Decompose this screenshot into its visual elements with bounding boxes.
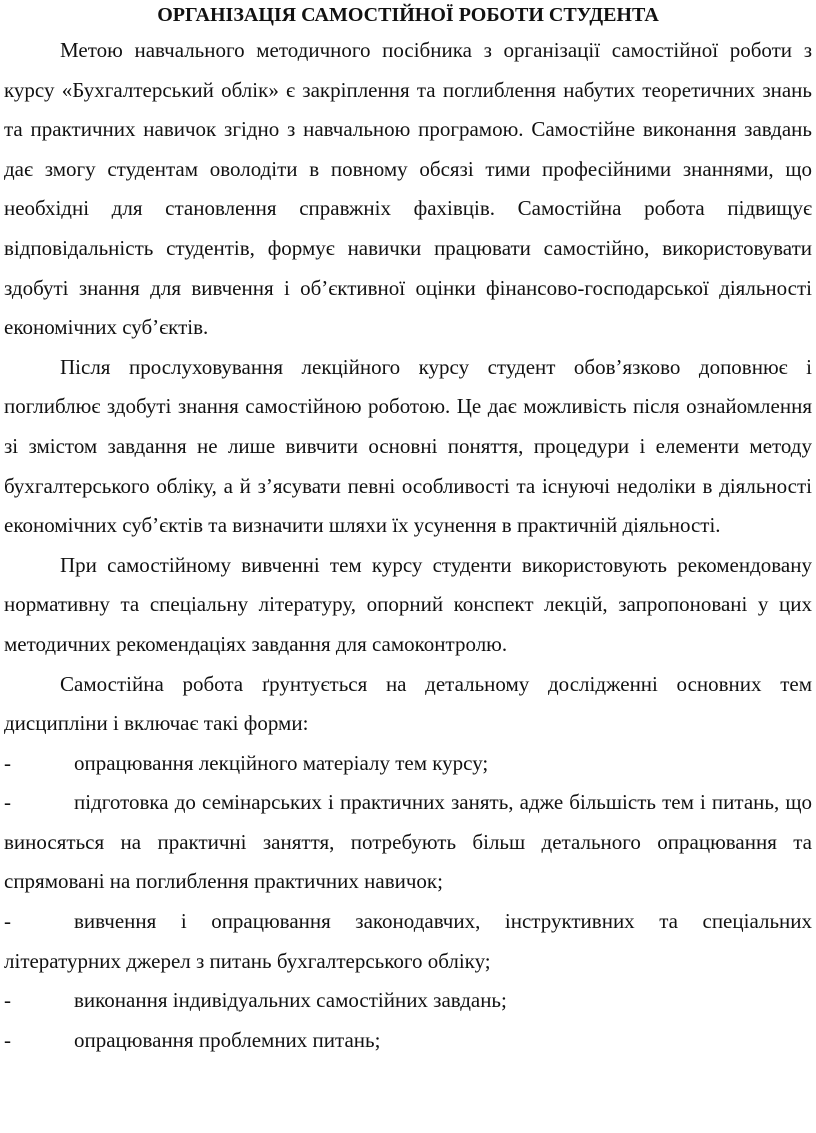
list-item-text: підготовка до семінарських і практичних занять, адже більшість тем і питань, що виносяться на практичні заняття, потребують більш детального опрацювання та спрямовані на поглиблення практичних навичок; bbox=[4, 790, 812, 894]
list-item-text: опрацювання лекційного матеріалу тем курсу; bbox=[74, 750, 489, 775]
list-item bbox=[4, 783, 812, 902]
paragraph-forms-intro: Самостійна робота ґрунтується на детальному дослідженні основних тем дисципліни і включає такі форми: bbox=[4, 671, 812, 736]
list-item-text: виконання індивідуальних самостійних завдань; bbox=[74, 988, 507, 1013]
list-marker: - bbox=[4, 988, 11, 1013]
document-title: ОРГАНІЗАЦІЯ САМОСТІЙНОЇ РОБОТИ СТУДЕНТА bbox=[157, 4, 659, 26]
paragraph-literature: При самостійному вивченні тем курсу студенти використовують рекомендовану нормативну та спеціальну літературу, опорний конспект лекцій, запропоновані у цих методичних рекомендаціях завдання для самоконтролю. bbox=[4, 552, 812, 656]
list-marker: - bbox=[4, 790, 11, 815]
list-item bbox=[4, 902, 812, 981]
paragraph-purpose: Метою навчального методичного посібника з організації самостійної роботи з курсу «Бухгалтерський облік» є закріплення та поглиблення набутих теоретичних знань та практичних навичок згідно з навчальною програмою. Самостійне виконання завдань дає змогу студентам оволодіти в повному обсязі тими професійними знаннями, що необхідні для становлення справжніх фахівців. Самостійна робота підвищує відповідальність студентів, формує навички працювати самостійно, використовувати здобуті знання для вивчення і об’єктивної оцінки фінансово-господарської діяльності економічних суб’єктів. bbox=[4, 38, 812, 340]
list-marker: - bbox=[4, 909, 11, 934]
list-marker: - bbox=[4, 1027, 11, 1052]
list-item bbox=[4, 744, 812, 784]
list-item-text: вивчення і опрацювання законодавчих, інструктивних та спеціальних літературних джерел з питань бухгалтерського обліку; bbox=[4, 909, 812, 973]
list-item bbox=[4, 981, 812, 1021]
paragraph-after-lectures: Після прослуховування лекційного курсу студент обов’язково доповнює і поглиблює здобуті знання самостійною роботою. Це дає можливість після ознайомлення зі змістом завдання не лише вивчити основні поняття, процедури і елементи методу бухгалтерського обліку, а й з’ясувати певні особливості та існуючі недоліки в діяльності економічних суб’єктів та визначити шляхи їх усунення в практичній діяльності. bbox=[4, 354, 812, 538]
list-marker: - bbox=[4, 750, 11, 775]
list-item bbox=[4, 1021, 812, 1061]
document-page bbox=[4, 0, 812, 1060]
list-item-text: опрацювання проблемних питань; bbox=[74, 1027, 381, 1052]
